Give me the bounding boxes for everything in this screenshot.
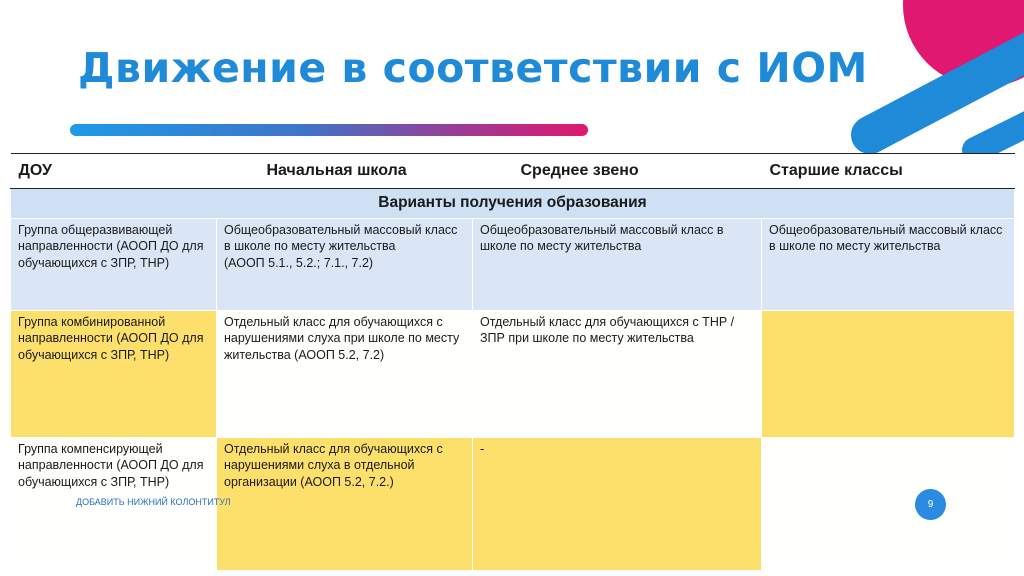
table-cell: Отдельный класс для обучающихся с нарушениями слуха в отдельной организации (АООП 5.2, 7.2.): [217, 438, 473, 571]
page-number-badge: 9: [915, 489, 946, 520]
table-cell: Общеобразовательный массовый класс в школе по месту жительства: [762, 219, 1015, 311]
subheader-cell: Варианты получения образования: [11, 189, 1015, 219]
header-cell-middle-school: Среднее звено: [473, 154, 762, 189]
slide-title: Движение в соответствии с ИОМ: [78, 44, 868, 92]
table-cell: Группа компенсирующей направленности (АООП ДО для обучающихся с ЗПР, ТНР): [11, 438, 217, 571]
table-row: [11, 219, 1015, 311]
table-cell: [762, 311, 1015, 438]
table-cell: -: [473, 438, 762, 571]
education-table: [10, 153, 1015, 571]
table-cell: Общеобразовательный массовый класс в школе по месту жительства: [473, 219, 762, 311]
table-cell: [762, 438, 1015, 571]
table-subheader-row: [11, 189, 1015, 219]
table-cell: Отдельный класс для обучающихся с нарушениями слуха при школе по месту жительства (АООП 5.2, 7.2): [217, 311, 473, 438]
header-cell-dou: ДОУ: [11, 154, 217, 189]
table-header-row: [11, 154, 1015, 189]
header-cell-senior-classes: Старшие классы: [762, 154, 1015, 189]
blue-stroke-decoration: [870, 35, 1024, 135]
table-cell: Отдельный класс для обучающихся с ТНР / ЗПР при школе по месту жительства: [473, 311, 762, 438]
table-cell: Общеобразовательный массовый класс в школе по месту жительства (АООП 5.1., 5.2.; 7.1., 7.2): [217, 219, 473, 311]
table-cell: Группа общеразвивающей направленности (АООП ДО для обучающихся с ЗПР, ТНР): [11, 219, 217, 311]
table-cell: Группа комбинированной направленности (АООП ДО для обучающихся с ЗПР, ТНР): [11, 311, 217, 438]
footer-placeholder[interactable]: ДОБАВИТЬ НИЖНИЙ КОЛОНТИТУЛ: [76, 497, 231, 507]
title-gradient-bar: [70, 124, 588, 136]
table-row: [11, 311, 1015, 438]
blue-stroke-decoration-small: [975, 108, 1024, 150]
header-cell-primary-school: Начальная школа: [217, 154, 473, 189]
magenta-circle-decoration: [903, 0, 1024, 87]
